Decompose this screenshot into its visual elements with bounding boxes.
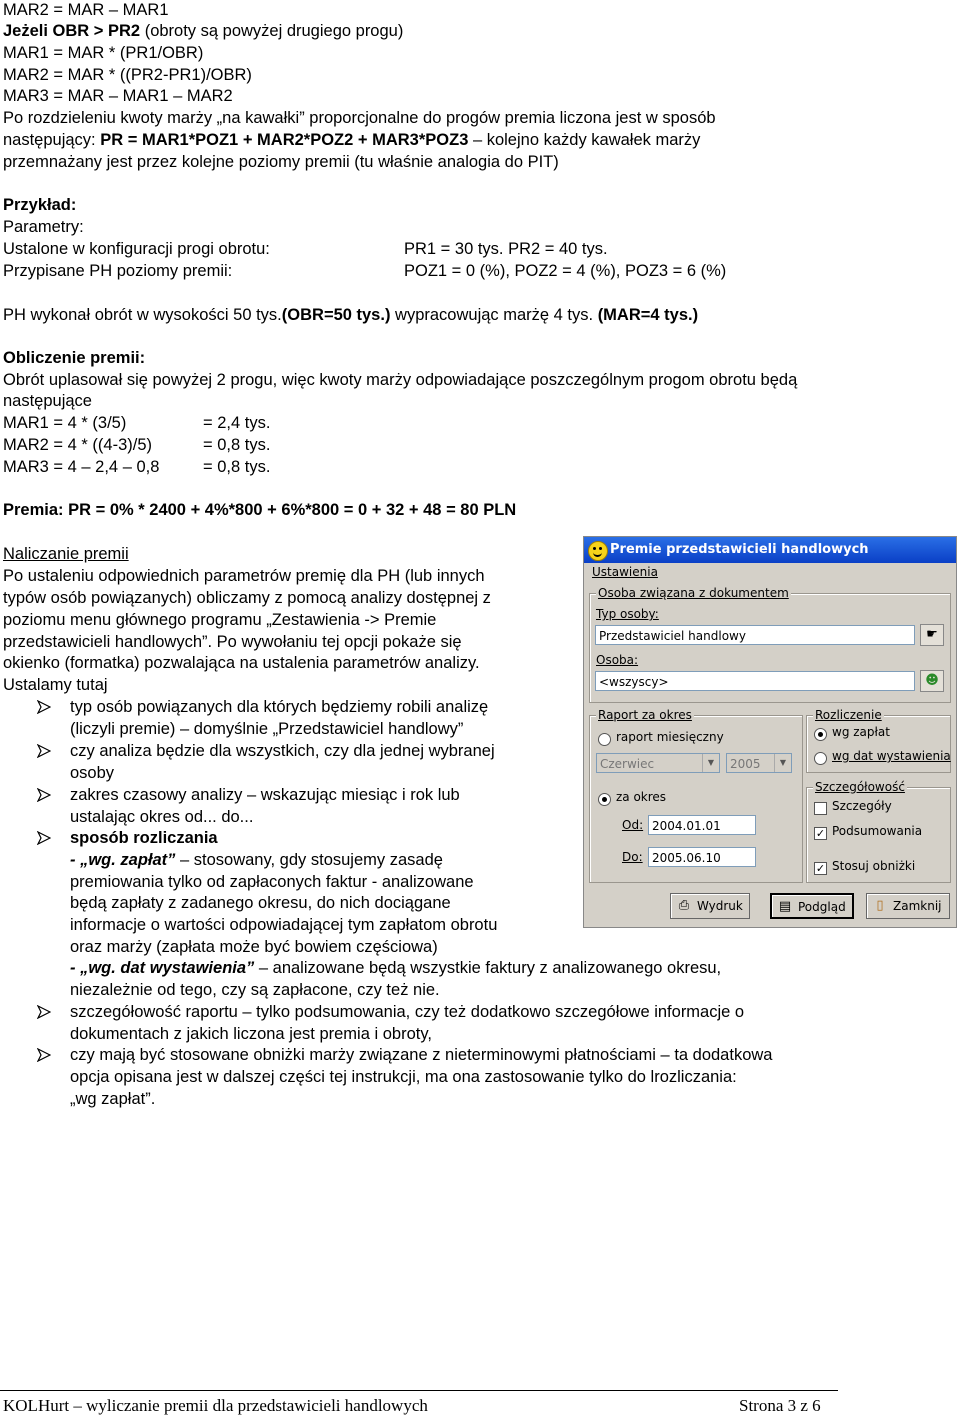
button-label: Wydruk: [697, 899, 743, 913]
smiley-icon: [588, 541, 608, 561]
paragraph-line: okienko (formatka) pozwalająca na ustalenia parametrów analizy.: [3, 654, 480, 672]
arrow-bullet-icon: [37, 831, 51, 845]
chevron-down-icon[interactable]: ▼: [774, 754, 791, 772]
date-to-input[interactable]: 2005.06.10: [648, 847, 756, 867]
radio-label: raport miesięczny: [616, 730, 724, 744]
paragraph-line: [3, 305, 698, 325]
date-from-input[interactable]: 2004.01.01: [648, 815, 756, 835]
paragraph-line: Po ustaleniu odpowiednich parametrów premię dla PH (lub innych: [3, 567, 485, 585]
text: PH wykonał obrót w wysokości 50 tys.: [3, 306, 282, 324]
preview-button[interactable]: [770, 893, 854, 919]
radio-label: wg dat wystawienia: [832, 749, 951, 763]
month-select[interactable]: [596, 753, 720, 773]
bullet-text: oraz marży (zapłata może być bowiem częściowa): [70, 938, 438, 956]
premium-result: Premia: PR = 0% * 2400 + 4%*800 + 6%*800 = 0 + 32 + 48 = 80 PLN: [3, 501, 517, 519]
year-select[interactable]: [726, 753, 792, 773]
option-name: - „wg. dat wystawienia”: [70, 959, 255, 977]
checkbox-label: Podsumowania: [832, 824, 923, 838]
text: wypracowując marżę 4 tys.: [390, 306, 598, 324]
bullet-text: premiowania tylko od zapłaconych faktur - analizowane: [70, 873, 474, 891]
group-label: Osoba związana z dokumentem: [598, 586, 789, 600]
checkbox-label: Szczegóły: [832, 799, 892, 813]
text: następujący:: [3, 131, 101, 149]
person-select[interactable]: <wszyscy>: [595, 671, 915, 691]
bullet-text: szczegółowość raportu – tylko podsumowania, czy też dodatkowo szczegółowe informacje o: [70, 1003, 745, 1021]
bullet-text: informacje o wartości odpowiadającej tym zapłatom obrotu: [70, 916, 498, 934]
paragraph-line: [3, 130, 700, 150]
condition-line: [3, 21, 403, 41]
text: – stosowany, gdy stosujemy zasadę: [175, 851, 443, 869]
year-value: 2005: [730, 757, 761, 771]
paragraph-line: Ustalamy tutaj: [3, 676, 108, 694]
person-label: Osoba:: [596, 653, 639, 667]
bullet-text: osoby: [70, 764, 115, 782]
condition-note: (obroty są powyżej drugiego progu): [140, 22, 404, 40]
checkbox-label: Stosuj obniżki: [832, 859, 916, 873]
text: – analizowane będą wszystkie faktury z analizowanego okresu,: [254, 959, 722, 977]
formula-line: MAR2 = MAR * ((PR2-PR1)/OBR): [3, 66, 252, 84]
bullet-text: „wg zapłat”.: [70, 1090, 156, 1108]
calc-value: = 2,4 tys.: [203, 414, 271, 432]
radio-label: wg zapłat: [832, 725, 890, 739]
to-label: Do:: [622, 850, 643, 864]
radio-period[interactable]: [598, 793, 611, 806]
radio-label: za okres: [616, 790, 667, 804]
dialog-titlebar: [584, 537, 956, 563]
group-label: Rozliczenie: [815, 708, 882, 722]
checkbox-summary[interactable]: ✓: [815, 827, 826, 840]
calc-line: MAR2 = 4 * ((4-3)/5): [3, 436, 152, 454]
section-heading: Naliczanie premii: [3, 545, 129, 563]
example-heading: Przykład:: [3, 196, 77, 214]
premium-dialog: [583, 536, 957, 928]
thresholds-label: Ustalone w konfiguracji progi obrotu:: [3, 240, 270, 258]
bullet-text: opcja opisana jest w dalszej części tej instrukcji, ma ona zastosowanie tylko do lrozliczania:: [70, 1068, 737, 1086]
bullet-text: dokumentach z jakich liczona jest premia i obroty,: [70, 1025, 432, 1043]
calc-value: = 0,8 tys.: [203, 436, 271, 454]
bullet-text: czy mają być stosowane obniżki marży związane z nieterminowymi płatnościami – ta dodatkowa: [70, 1046, 773, 1064]
paragraph-line: przedstawicieli handlowych”. Po wywołaniu tej opcji pokaże się: [3, 633, 462, 651]
paragraph-line: przemnażany jest przez kolejne poziomy premii (tu właśnie analogia do PIT): [3, 153, 559, 171]
formula-line: MAR3 = MAR – MAR1 – MAR2: [3, 87, 233, 105]
footer-divider: [0, 1390, 838, 1391]
bullet-text: będą zapłaty z zadanego okresu, do nich dociągane: [70, 894, 451, 912]
levels-label: Przypisane PH poziomy premii:: [3, 262, 233, 280]
checkbox-discount[interactable]: ✓: [815, 862, 826, 875]
bullet-text: [70, 958, 721, 978]
radio-by-issue-date[interactable]: [814, 752, 827, 765]
close-button[interactable]: [866, 893, 950, 919]
text-bold: (OBR=50 tys.): [281, 306, 391, 324]
page-number: Strona 3 z 6: [739, 1396, 821, 1415]
arrow-bullet-icon: [37, 700, 51, 714]
bullet-text: sposób rozliczania: [70, 829, 218, 847]
group-label: Szczegółowość: [815, 780, 905, 794]
paragraph-line: następujące: [3, 392, 92, 410]
button-label: Zamknij: [893, 899, 942, 913]
person-type-select[interactable]: Przedstawiciel handlowy: [595, 625, 915, 645]
bullet-text: [70, 850, 443, 870]
paragraph-line: poziomu menu głównego programu „Zestawienia -> Premie: [3, 611, 437, 629]
arrow-bullet-icon: [37, 788, 51, 802]
arrow-bullet-icon: [37, 744, 51, 758]
formula-bold: PR = MAR1*POZ1 + MAR2*POZ2 + MAR3*POZ3: [100, 131, 469, 149]
calculation-heading: Obliczenie premii:: [3, 349, 146, 367]
tab-settings[interactable]: Ustawienia: [592, 565, 658, 579]
bullet-text: czy analiza będzie dla wszystkich, czy dla jednej wybranej: [70, 742, 495, 760]
checkbox-details[interactable]: [814, 802, 827, 815]
footer-title: KOLHurt – wyliczanie premii dla przedstawicieli handlowych: [3, 1396, 428, 1415]
bullet-text: niezależnie od tego, czy są zapłacone, czy też nie.: [70, 981, 440, 999]
text: – kolejno każdy kawałek marży: [468, 131, 701, 149]
group-label: Raport za okres: [598, 708, 692, 722]
arrow-bullet-icon: [37, 1005, 51, 1019]
paragraph-line: Obrót uplasował się powyżej 2 progu, więc kwoty marży odpowiadające poszczególnym progom obrotu będą: [3, 371, 798, 389]
settlement-group: [806, 708, 951, 773]
from-label: Od:: [622, 818, 644, 832]
arrow-bullet-icon: [37, 1048, 51, 1062]
bullet-text: zakres czasowy analizy – wskazując miesiąc i rok lub: [70, 786, 460, 804]
paragraph-line: Po rozdzieleniu kwoty marży „na kawałki” proporcjonalne do progów premia liczona jest w sposób: [3, 109, 716, 127]
bullet-text: typ osób powiązanych dla których będziemy robili analizę: [70, 698, 489, 716]
chevron-down-icon[interactable]: ▼: [702, 754, 719, 772]
door-icon: ▯: [876, 898, 884, 913]
formula-line: MAR2 = MAR – MAR1: [3, 1, 169, 19]
paragraph-line: typów osób powiązanych) obliczamy z pomocą analizy dostępnej z: [3, 589, 491, 607]
bullet-text: ustalając okres od... do...: [70, 808, 254, 826]
dialog-title: Premie przedstawicieli handlowych: [610, 542, 869, 557]
person-icon[interactable]: ☻: [920, 670, 944, 692]
type-label: Typ osoby:: [596, 607, 659, 621]
button-label: Podgląd: [798, 900, 846, 914]
radio-monthly[interactable]: [598, 733, 611, 746]
month-value: Czerwiec: [600, 757, 655, 771]
calc-line: MAR1 = 4 * (3/5): [3, 414, 127, 432]
levels-value: POZ1 = 0 (%), POZ2 = 4 (%), POZ3 = 6 (%): [404, 262, 727, 280]
condition-bold: Jeżeli OBR > PR2: [3, 22, 141, 40]
thresholds-value: PR1 = 30 tys. PR2 = 40 tys.: [404, 240, 608, 258]
formula-line: MAR1 = MAR * (PR1/OBR): [3, 44, 204, 62]
calc-value: = 0,8 tys.: [203, 458, 271, 476]
bullet-text: (liczyli premie) – domyślnie „Przedstawiciel handlowy”: [70, 720, 464, 738]
calc-line: MAR3 = 4 – 2,4 – 0,8: [3, 458, 160, 476]
text-bold: (MAR=4 tys.): [597, 306, 699, 324]
option-name: - „wg. zapłat”: [70, 851, 176, 869]
printer-icon: ⎙: [678, 898, 690, 913]
parameters-label: Parametry:: [3, 218, 84, 236]
hand-select-icon[interactable]: ☛: [920, 624, 944, 646]
print-button[interactable]: [670, 893, 750, 919]
preview-icon: ▤: [778, 899, 792, 914]
radio-by-payments[interactable]: [814, 728, 827, 741]
